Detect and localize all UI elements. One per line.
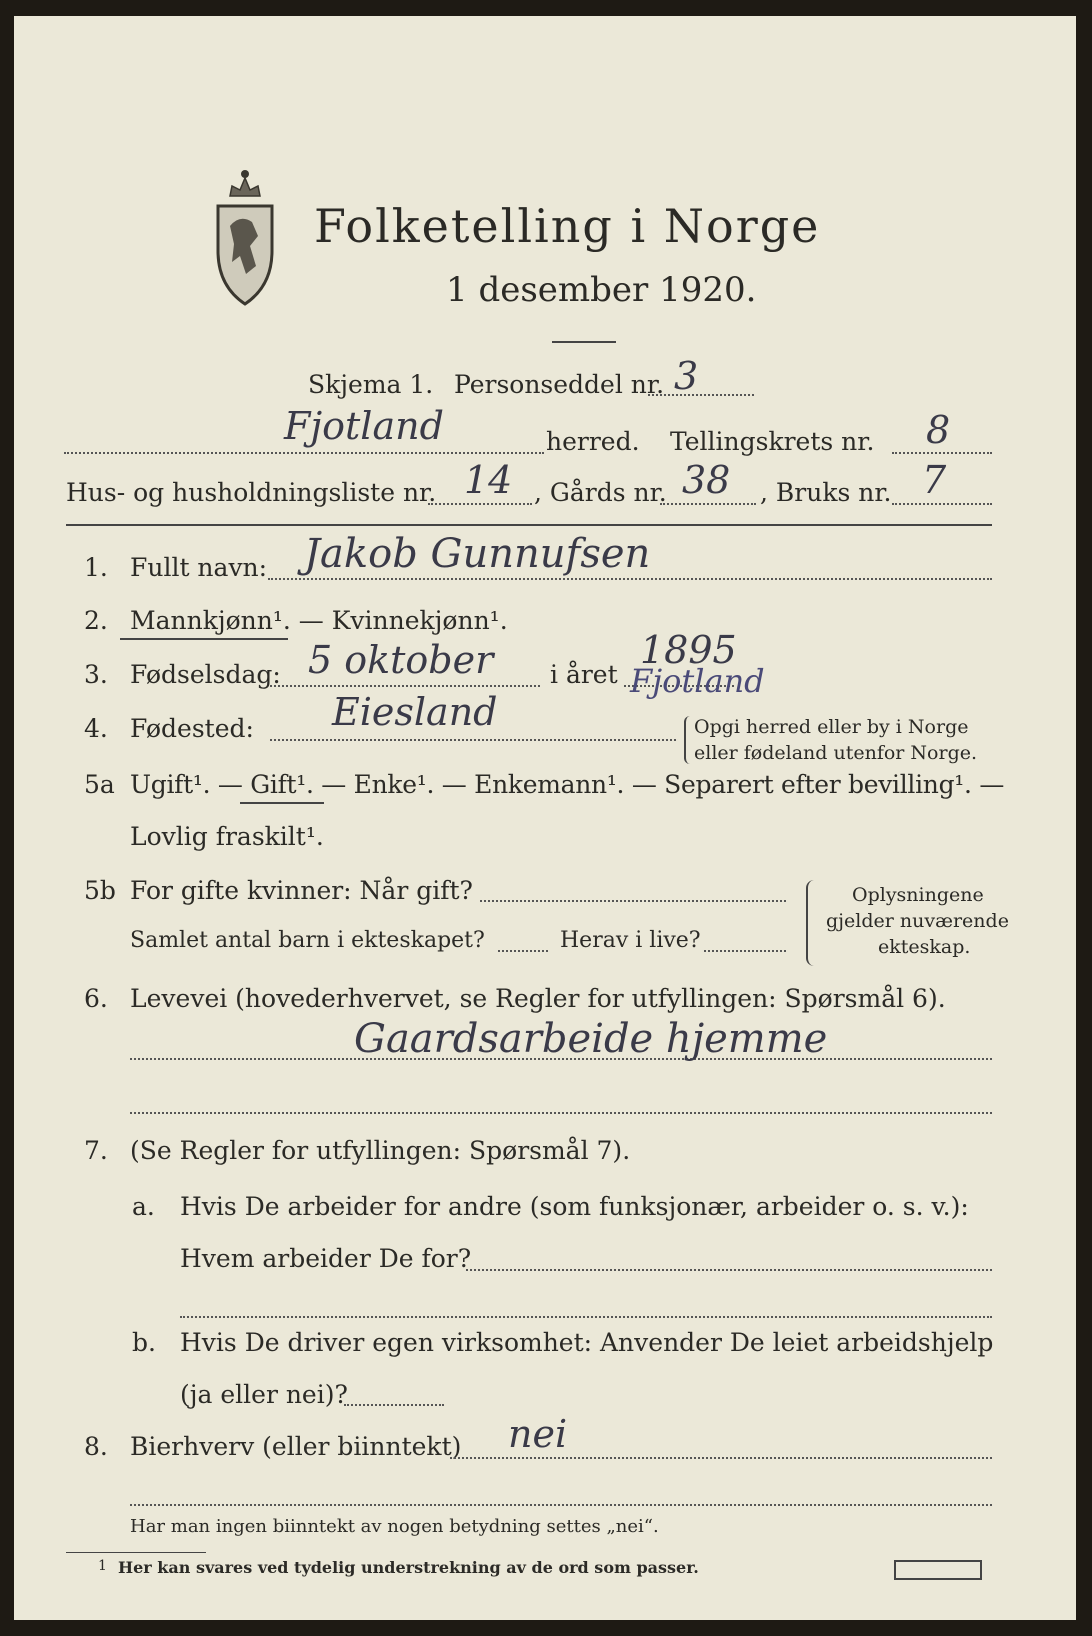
q7b-label: b. [132, 1328, 156, 1357]
marital-status-options[interactable]: Ugift¹. — Gift¹. — Enke¹. — Enkemann¹. — Separert efter bevilling¹. — [130, 770, 1005, 799]
children-count-label: Samlet antal barn i ekteskapet? [130, 928, 485, 953]
married-women-when: For gifte kvinner: Når gift? [130, 876, 473, 905]
q7a-label: a. [132, 1192, 155, 1221]
year-label: i året [550, 660, 618, 689]
q4-number: 4. [84, 714, 108, 743]
personseddel-label: Personseddel nr. [454, 370, 665, 399]
form-date: 1 desember 1920. [446, 270, 757, 310]
tellingskrets-label: Tellingskrets nr. [670, 427, 875, 456]
side-income-label: Bierhverv (eller biinntekt) [130, 1432, 462, 1461]
gards-label: , Gårds nr. [534, 478, 667, 507]
side-income-value[interactable]: nei [508, 1412, 568, 1456]
title-divider [552, 341, 616, 343]
birthdate-value[interactable]: 5 oktober [308, 638, 494, 682]
q7-number: 7. [84, 1136, 108, 1165]
gards-value[interactable]: 38 [682, 458, 731, 502]
marriage-note-3: ekteskap. [878, 936, 971, 958]
husliste-value[interactable]: 14 [464, 458, 513, 502]
q8-number: 8. [84, 1432, 108, 1461]
q1-label: Fullt navn: [130, 553, 268, 582]
q6-number: 6. [84, 984, 108, 1013]
q3-number: 3. [84, 660, 108, 689]
birth-year-value[interactable]: 1895 [640, 628, 737, 672]
marriage-note-2: gjelder nuværende [826, 910, 1009, 932]
q5a-number: 5a [84, 770, 115, 799]
children-alive-label: Herav i live? [560, 928, 701, 953]
birthplace-note-1: Opgi herred eller by i Norge [694, 716, 969, 738]
q7a-text: Hvis De arbeider for andre (som funksjonær, arbeider o. s. v.): [180, 1192, 969, 1221]
footnote-text: Her kan svares ved tydelig understrekning av de ord som passer. [118, 1558, 699, 1577]
section-divider [66, 524, 992, 526]
gender-underline [120, 638, 288, 640]
q7b-text: Hvis De driver egen virksomhet: Anvender De leiet arbeidshjelp [180, 1328, 994, 1357]
census-form [14, 16, 1076, 1620]
husliste-label: Hus- og husholdningsliste nr. [66, 478, 437, 507]
occupation-value[interactable]: Gaardsarbeide hjemme [354, 1016, 828, 1062]
q3-label: Fødselsdag: [130, 660, 281, 689]
q4-label: Fødested: [130, 714, 254, 743]
occupation-label: Levevei (hovederhvervet, se Regler for utfyllingen: Spørsmål 6). [130, 984, 946, 1013]
gender-options[interactable]: Mannkjønn¹. — Kvinnekjønn¹. [130, 606, 508, 635]
bruks-label: , Bruks nr. [760, 478, 892, 507]
q2-number: 2. [84, 606, 108, 635]
coat-of-arms-icon [210, 156, 280, 306]
marriage-note-1: Oplysningene [852, 884, 984, 906]
marital-status-options-2[interactable]: Lovlig fraskilt¹. [130, 822, 324, 851]
personseddel-value[interactable]: 3 [674, 354, 699, 398]
q5b-number: 5b [84, 876, 116, 905]
skjema-label: Skjema 1. [308, 370, 434, 399]
birthplace-value-2[interactable]: Fjotland [630, 662, 765, 700]
bruks-value[interactable]: 7 [922, 458, 947, 502]
herred-value[interactable]: Fjotland [284, 404, 444, 448]
footnote-number: 1 [98, 1558, 107, 1574]
q1-number: 1. [84, 553, 108, 582]
tellingskrets-value[interactable]: 8 [926, 408, 951, 452]
q7a-text-2: Hvem arbeider De for? [180, 1244, 472, 1273]
form-title: Folketelling i Norge [314, 199, 821, 253]
birthplace-value[interactable]: Eiesland [332, 690, 498, 734]
footnote-divider [66, 1552, 206, 1553]
income-note: Har man ingen biinntekt av nogen betydning settes „nei“. [130, 1516, 659, 1537]
full-name-value[interactable]: Jakob Gunnufsen [304, 531, 651, 577]
printer-stamp [894, 1560, 982, 1580]
herred-label: herred. [546, 427, 640, 456]
q7b-text-2: (ja eller nei)? [180, 1380, 348, 1409]
marital-underline [240, 802, 324, 804]
q7-text: (Se Regler for utfyllingen: Spørsmål 7). [130, 1136, 631, 1165]
birthplace-note-2: eller fødeland utenfor Norge. [694, 742, 978, 764]
